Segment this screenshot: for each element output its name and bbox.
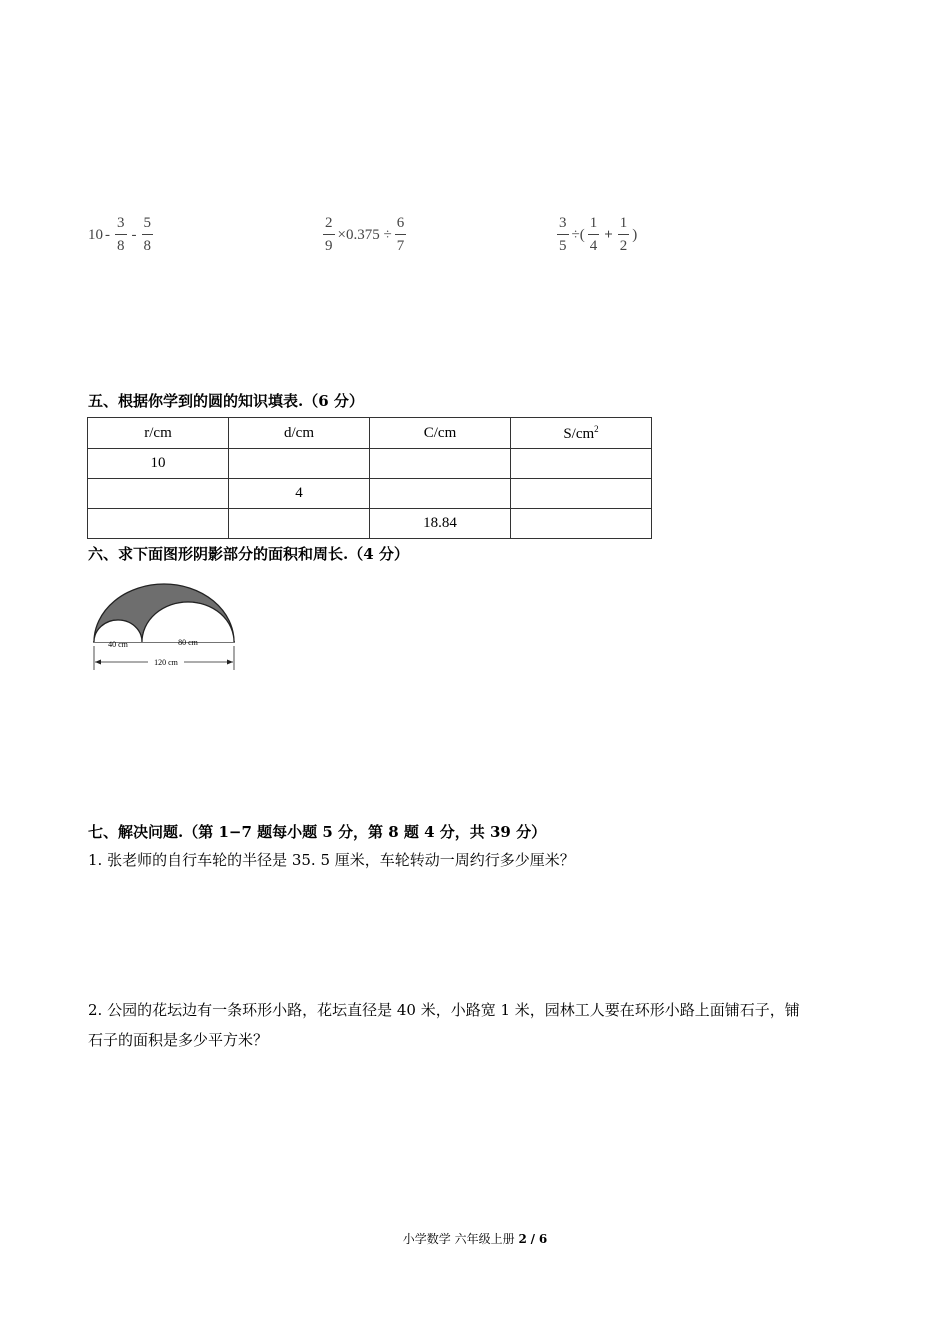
large-diameter-label: 80 cm <box>178 638 198 647</box>
header-area-label: S/cm <box>563 425 595 442</box>
table-row <box>88 479 652 509</box>
expr2-fraction-1 <box>323 216 335 254</box>
expr2-f2-num: 6 <box>395 216 407 235</box>
question-2-line-1: 2. 公园的花坛边有一条环形小路，花坛直径是 40 米，小路宽 1 米，园林工人要在环形小路上面铺石子，铺 <box>88 1001 800 1019</box>
total-length-label: 120 cm <box>154 658 178 667</box>
expr2-middle: ×0.375 ÷ <box>337 226 392 243</box>
cell-r3-radius <box>88 509 229 539</box>
expr3-plus: + <box>604 226 613 243</box>
expr3-f2-num: 1 <box>588 216 600 235</box>
expression-1 <box>88 216 156 254</box>
arrow-left-icon <box>95 660 101 665</box>
header-area <box>511 418 652 449</box>
footer-separator: / <box>530 1232 536 1246</box>
arrow-right-icon <box>227 660 233 665</box>
cell-r1-area <box>511 449 652 479</box>
table-row <box>88 449 652 479</box>
small-diameter-label: 40 cm <box>108 640 128 649</box>
header-radius: r/cm <box>88 418 229 449</box>
cell-r3-area <box>511 509 652 539</box>
expr2-f2-den: 7 <box>396 238 405 254</box>
expression-3 <box>554 216 637 254</box>
expr3-close-paren: ) <box>632 226 638 243</box>
expr2-f1-num: 2 <box>323 216 335 235</box>
expr2-f1-den: 9 <box>325 238 333 254</box>
expr1-op2: - <box>131 226 137 243</box>
expr3-f2-den: 4 <box>589 238 598 254</box>
expression-2 <box>320 216 409 254</box>
expr3-f3-num: 1 <box>618 216 630 235</box>
expr1-fraction-1 <box>115 216 127 254</box>
table-row <box>88 509 652 539</box>
section5-title: 五、根据你学到的圆的知识填表.（6 分） <box>88 392 364 410</box>
expr3-fraction-1 <box>557 216 569 254</box>
cell-r1-radius: 10 <box>88 449 229 479</box>
cell-r1-diameter <box>229 449 370 479</box>
expr2-fraction-2 <box>395 216 407 254</box>
footer-total-pages: 6 <box>538 1232 548 1246</box>
table-header-row <box>88 418 652 449</box>
shaded-semicircle-figure <box>88 580 248 672</box>
cell-r2-area <box>511 479 652 509</box>
expr1-whole: 10 <box>88 226 103 243</box>
expr1-op1: - <box>105 226 110 243</box>
expr3-divide: ÷( <box>571 226 585 243</box>
expr3-f1-den: 5 <box>559 238 567 254</box>
expr3-f1-num: 3 <box>557 216 569 235</box>
footer-subject: 小学数学 六年级上册 <box>402 1232 515 1246</box>
footer-page-number: 2 <box>518 1232 527 1246</box>
cell-r1-circumference <box>370 449 511 479</box>
expr1-f1-num: 3 <box>115 216 127 235</box>
cell-r3-diameter <box>229 509 370 539</box>
cell-r2-radius <box>88 479 229 509</box>
section6-title: 六、求下面图形阴影部分的面积和周长.（4 分） <box>88 545 409 563</box>
header-circumference: C/cm <box>370 418 511 449</box>
question-1: 1. 张老师的自行车轮的半径是 35. 5 厘米，车轮转动一周约行多少厘米？ <box>88 851 575 869</box>
expr3-f3-den: 2 <box>619 238 628 254</box>
circle-table <box>87 417 652 539</box>
cell-r3-circumference: 18.84 <box>370 509 511 539</box>
question-2-line-2: 石子的面积是多少平方米？ <box>88 1031 269 1049</box>
cell-r2-circumference <box>370 479 511 509</box>
page-footer <box>0 1230 950 1247</box>
expr1-f1-den: 8 <box>117 238 125 254</box>
expr3-fraction-3 <box>618 216 630 254</box>
expr1-f2-den: 8 <box>143 238 151 254</box>
section7-title: 七、解决问题.（第 1−7 题每小题 5 分，第 8 题 4 分，共 39 分） <box>88 823 547 841</box>
expr1-fraction-2 <box>142 216 154 254</box>
expr3-fraction-2 <box>588 216 600 254</box>
header-area-exponent: 2 <box>594 423 599 434</box>
cell-r2-diameter: 4 <box>229 479 370 509</box>
header-diameter: d/cm <box>229 418 370 449</box>
expr1-f2-num: 5 <box>142 216 154 235</box>
